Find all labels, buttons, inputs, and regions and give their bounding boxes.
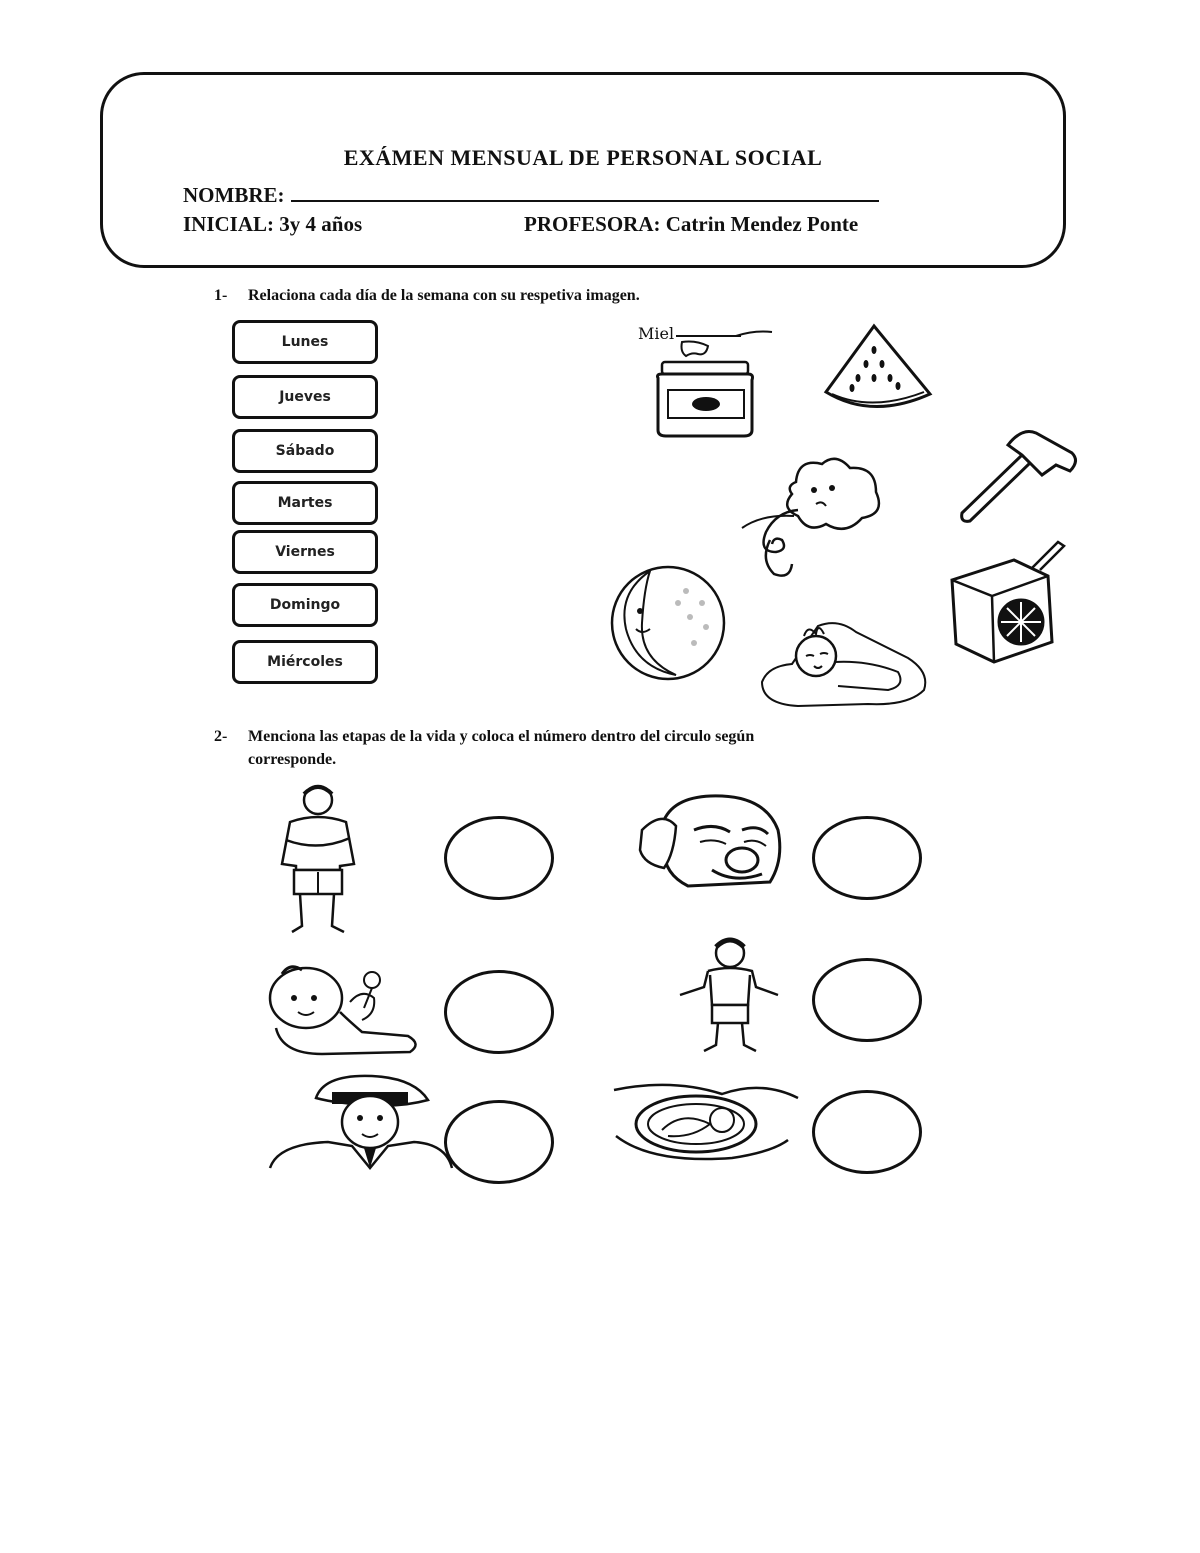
nombre-input-line[interactable] — [291, 184, 879, 202]
day-box-jueves[interactable]: Jueves — [232, 375, 378, 419]
sleeping-baby-icon[interactable] — [758, 610, 932, 710]
answer-circle-fetus[interactable] — [812, 1090, 922, 1174]
old-man-drawing — [634, 790, 786, 888]
honey-label: Miel — [638, 324, 675, 343]
nombre-label: NOMBRE: — [183, 183, 285, 207]
wind-cloud-icon[interactable] — [736, 452, 886, 582]
adult-man-drawing — [268, 1072, 454, 1168]
old-man-icon[interactable] — [634, 790, 786, 888]
question-1 — [214, 287, 640, 305]
answer-circle-baby[interactable] — [444, 970, 554, 1054]
baby-drawing — [262, 958, 424, 1058]
baby-icon[interactable] — [262, 958, 424, 1058]
inicial-label: INICIAL: 3y 4 años — [183, 212, 363, 236]
day-box-viernes[interactable]: Viernes — [232, 530, 378, 574]
watermelon-icon[interactable] — [822, 322, 934, 414]
profesora-label: PROFESORA: Catrin Mendez Ponte — [524, 212, 859, 236]
juice-box-drawing — [948, 538, 1078, 666]
answer-circle-child[interactable] — [812, 958, 922, 1042]
fetus-drawing — [612, 1080, 800, 1164]
question-1-text: Relaciona cada día de la semana con su respetiva imagen. — [248, 287, 640, 304]
answer-circle-old-man[interactable] — [812, 816, 922, 900]
moon-drawing — [606, 563, 730, 683]
adult-man-icon[interactable] — [268, 1072, 454, 1168]
wind-cloud-drawing — [736, 452, 886, 582]
teenager-drawing — [270, 782, 366, 934]
exam-title: EXÁMEN MENSUAL DE PERSONAL SOCIAL — [343, 145, 823, 170]
honey-jar-icon[interactable] — [636, 322, 776, 442]
day-box-sabado[interactable]: Sábado — [232, 429, 378, 473]
juice-box-icon[interactable] — [948, 538, 1078, 666]
sleeping-baby-drawing — [758, 610, 932, 710]
question-1-number: 1- — [214, 287, 228, 304]
question-2-line2: corresponde. — [248, 751, 337, 768]
hammer-drawing — [952, 425, 1082, 525]
teenager-icon[interactable] — [270, 782, 366, 934]
child-icon[interactable] — [670, 935, 788, 1053]
answer-circle-adult[interactable] — [444, 1100, 554, 1184]
answer-circle-teenager[interactable] — [444, 816, 554, 900]
day-box-miercoles[interactable]: Miércoles — [232, 640, 378, 684]
watermelon-drawing — [822, 322, 934, 414]
child-drawing — [670, 935, 788, 1053]
question-2 — [214, 728, 754, 746]
moon-icon[interactable] — [606, 563, 730, 683]
question-2-number: 2- — [214, 728, 228, 745]
question-2-text-line1: Menciona las etapas de la vida y coloca el número dentro del circulo según — [248, 728, 755, 745]
header-box — [100, 72, 1066, 268]
day-box-lunes[interactable]: Lunes — [232, 320, 378, 364]
fetus-icon[interactable] — [612, 1080, 800, 1164]
nombre-row — [183, 183, 879, 208]
hammer-icon[interactable] — [952, 425, 1082, 525]
day-box-domingo[interactable]: Domingo — [232, 583, 378, 627]
day-box-martes[interactable]: Martes — [232, 481, 378, 525]
